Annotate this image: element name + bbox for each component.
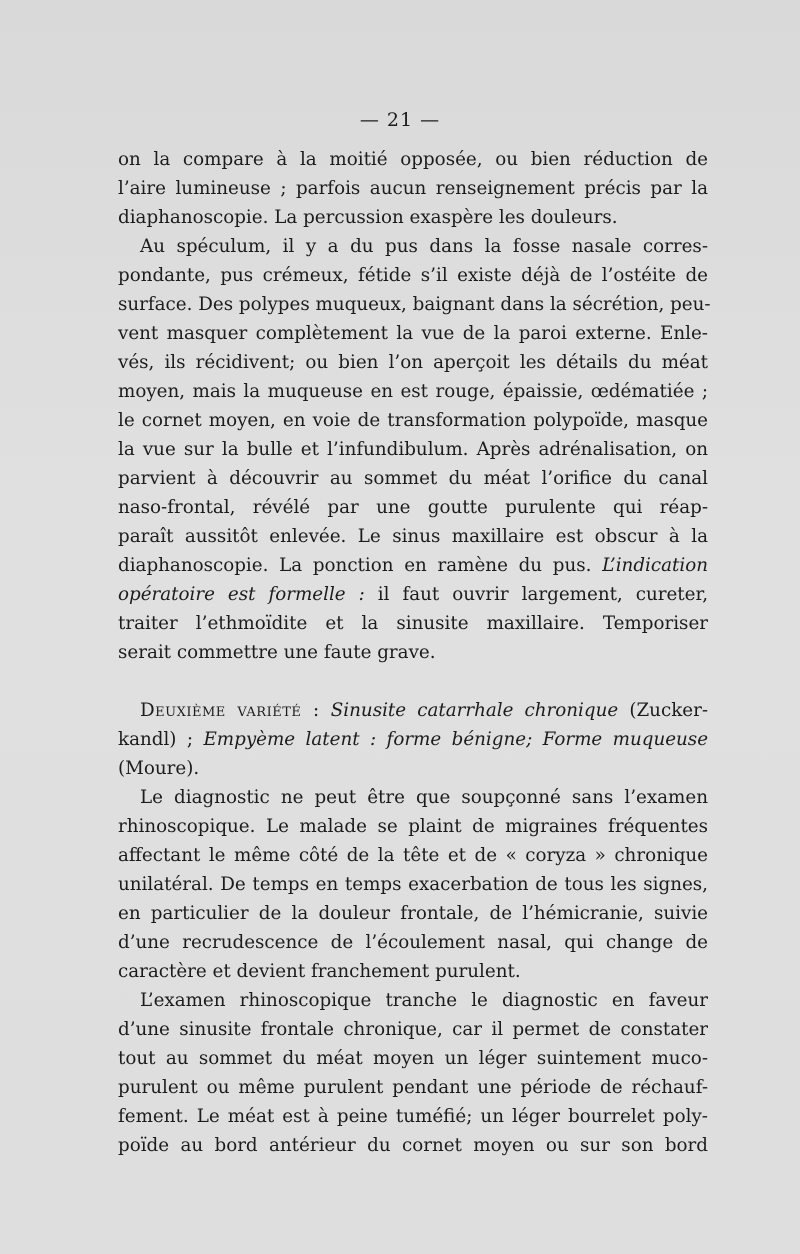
text-line: en particulier de la douleur frontale, de l’hémicranie, suivie [118,903,708,924]
text-line: vent masquer complètement la vue de la paroi externe. Enle- [118,323,708,344]
italic-text: opératoire est formelle : [118,584,365,605]
text-line: L’examen rhinoscopique tranche le diagnostic en faveur [140,990,708,1011]
text-segment: (Zucker- [629,700,709,721]
text-line: vés, ils récidivent; ou bien l’on aperçoit les détails du méat [118,352,708,373]
text-line: pondante, pus crémeux, fétide s’il existe déjà de l’ostéite de [118,265,708,286]
text-line: moyen, mais la muqueuse en est rouge, épaissie, œdématiée ; [118,381,708,402]
text-line: d’une sinusite frontale chronique, car il permet de constater [118,1019,708,1040]
text-line: fement. Le méat est à peine tuméfié; un léger bourrelet poly- [118,1106,708,1127]
text-line: poïde au bord antérieur du cornet moyen ou sur son bord [118,1135,708,1156]
text-line: l’aire lumineuse ; parfois aucun renseignement précis par la [118,178,708,199]
text-line [118,725,708,754]
italic-text: L’indication [602,555,708,576]
text-line: d’une recrudescence de l’écoulement nasal, qui change de [118,932,708,953]
text-line: Le diagnostic ne peut être que soupçonné sans l’examen [140,787,708,808]
page-number: — 21 — [359,109,441,131]
text-line: on la compare à la moitié opposée, ou bien réduction de [118,149,708,170]
text-segment: diaphanoscopie. La ponction en ramène du pus. [118,555,592,576]
text-line: purulent ou même purulent pendant une période de réchauf- [118,1077,708,1098]
italic-text: Sinusite catarrhale chronique [330,700,619,721]
paragraph-gap [118,667,708,696]
text-line: traiter l’ethmoïdite et la sinusite maxillaire. Temporiser [118,613,708,634]
italic-text: Empyème latent : forme bénigne; Forme muqueuse [203,729,709,750]
body-text [118,145,711,1160]
section-heading: Deuxième variété : [140,700,320,721]
text-line: caractère et devient franchement purulent. [118,961,521,982]
text-line: unilatéral. De temps en temps exacerbation de tous les signes, [118,874,708,895]
text-line: naso-frontal, révélé par une goutte purulente qui réap- [118,497,708,518]
text-line: tout au sommet du méat moyen un léger suintement muco- [118,1048,708,1069]
text-line: (Moure). [118,758,200,779]
text-line [118,580,708,609]
text-line: la vue sur la bulle et l’infundibulum. Après adrénalisation, on [118,439,708,460]
text-segment: il faut ouvrir largement, cureter, [377,584,709,605]
text-line: serait commettre une faute grave. [118,642,436,663]
text-line [118,696,708,725]
text-line: paraît aussitôt enlevée. Le sinus maxillaire est obscur à la [118,526,708,547]
text-line: le cornet moyen, en voie de transformation polypoïde, masque [118,410,708,431]
text-line: diaphanoscopie. La percussion exaspère les douleurs. [118,207,618,228]
text-line: rhinoscopique. Le malade se plaint de migraines fréquentes [118,816,708,837]
text-line: parvient à découvrir au sommet du méat l’orifice du canal [118,468,708,489]
text-line [118,551,708,580]
text-line: surface. Des polypes muqueux, baignant dans la sécrétion, peu- [118,294,711,315]
text-line: Au spéculum, il y a du pus dans la fosse nasale corres- [140,236,708,257]
text-segment: kandl) ; [118,729,194,750]
text-line: affectant le même côté de la tête et de « coryza » chronique [118,845,708,866]
